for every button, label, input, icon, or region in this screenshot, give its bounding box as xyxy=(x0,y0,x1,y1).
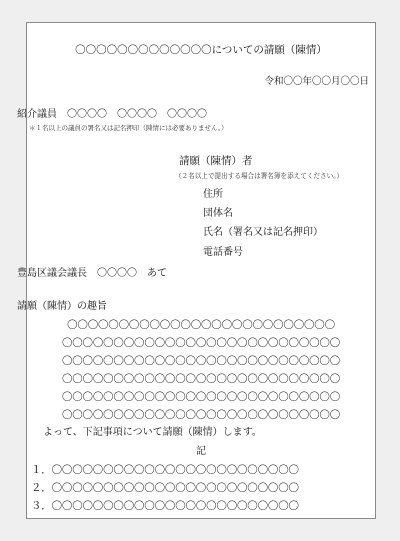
petition-form-page xyxy=(17,22,376,519)
list-item: １．〇〇〇〇〇〇〇〇〇〇〇〇〇〇〇〇〇〇〇〇〇〇〇〇 xyxy=(31,464,299,476)
field-phone: 電話番号 xyxy=(203,247,243,258)
purpose-line: 〇〇〇〇〇〇〇〇〇〇〇〇〇〇〇〇〇〇〇〇〇〇〇〇〇〇〇 xyxy=(61,337,341,349)
purpose-line: 〇〇〇〇〇〇〇〇〇〇〇〇〇〇〇〇〇〇〇〇〇〇〇〇〇〇〇 xyxy=(61,409,341,421)
document-title: 〇〇〇〇〇〇〇〇〇〇〇〇〇についての請願（陳情） xyxy=(75,44,327,56)
purpose-line: 〇〇〇〇〇〇〇〇〇〇〇〇〇〇〇〇〇〇〇〇〇〇〇〇〇〇〇 xyxy=(61,355,341,367)
field-address: 住所 xyxy=(203,189,223,200)
field-name: 氏名（署名又は記名押印） xyxy=(203,227,323,238)
introducer-line: 紹介議員 〇〇〇〇 〇〇〇〇 〇〇〇〇 xyxy=(17,109,207,120)
petitioner-note: （２名以上で提出する場合は署名簿を添えてください。） xyxy=(175,172,344,180)
purpose-line: 〇〇〇〇〇〇〇〇〇〇〇〇〇〇〇〇〇〇〇〇〇〇〇〇〇〇 xyxy=(67,319,335,331)
list-item: ３．〇〇〇〇〇〇〇〇〇〇〇〇〇〇〇〇〇〇〇〇〇〇〇〇 xyxy=(31,500,299,512)
addressee-line: 豊島区議会議長 〇〇〇〇 あて xyxy=(17,268,167,279)
submission-date: 令和〇〇年〇〇月〇〇日 xyxy=(264,76,369,87)
purpose-heading: 請願（陳情）の趣旨 xyxy=(17,301,107,312)
introducer-note: ＊１名以上の議員の署名又は記名押印（陳情には必要ありません。） xyxy=(29,124,228,132)
field-organization: 団体名 xyxy=(203,208,233,219)
purpose-line: 〇〇〇〇〇〇〇〇〇〇〇〇〇〇〇〇〇〇〇〇〇〇〇〇〇〇〇 xyxy=(61,373,341,385)
ki-heading: 記 xyxy=(196,446,206,457)
purpose-line: 〇〇〇〇〇〇〇〇〇〇〇〇〇〇〇〇〇〇〇〇〇〇〇〇〇〇〇 xyxy=(61,391,341,403)
petitioner-heading: 請願（陳情）者 xyxy=(179,155,253,167)
list-item: ２．〇〇〇〇〇〇〇〇〇〇〇〇〇〇〇〇〇〇〇〇〇〇〇〇 xyxy=(31,482,299,494)
closing-statement: よって、下記事項について請願（陳情）します。 xyxy=(43,427,262,438)
